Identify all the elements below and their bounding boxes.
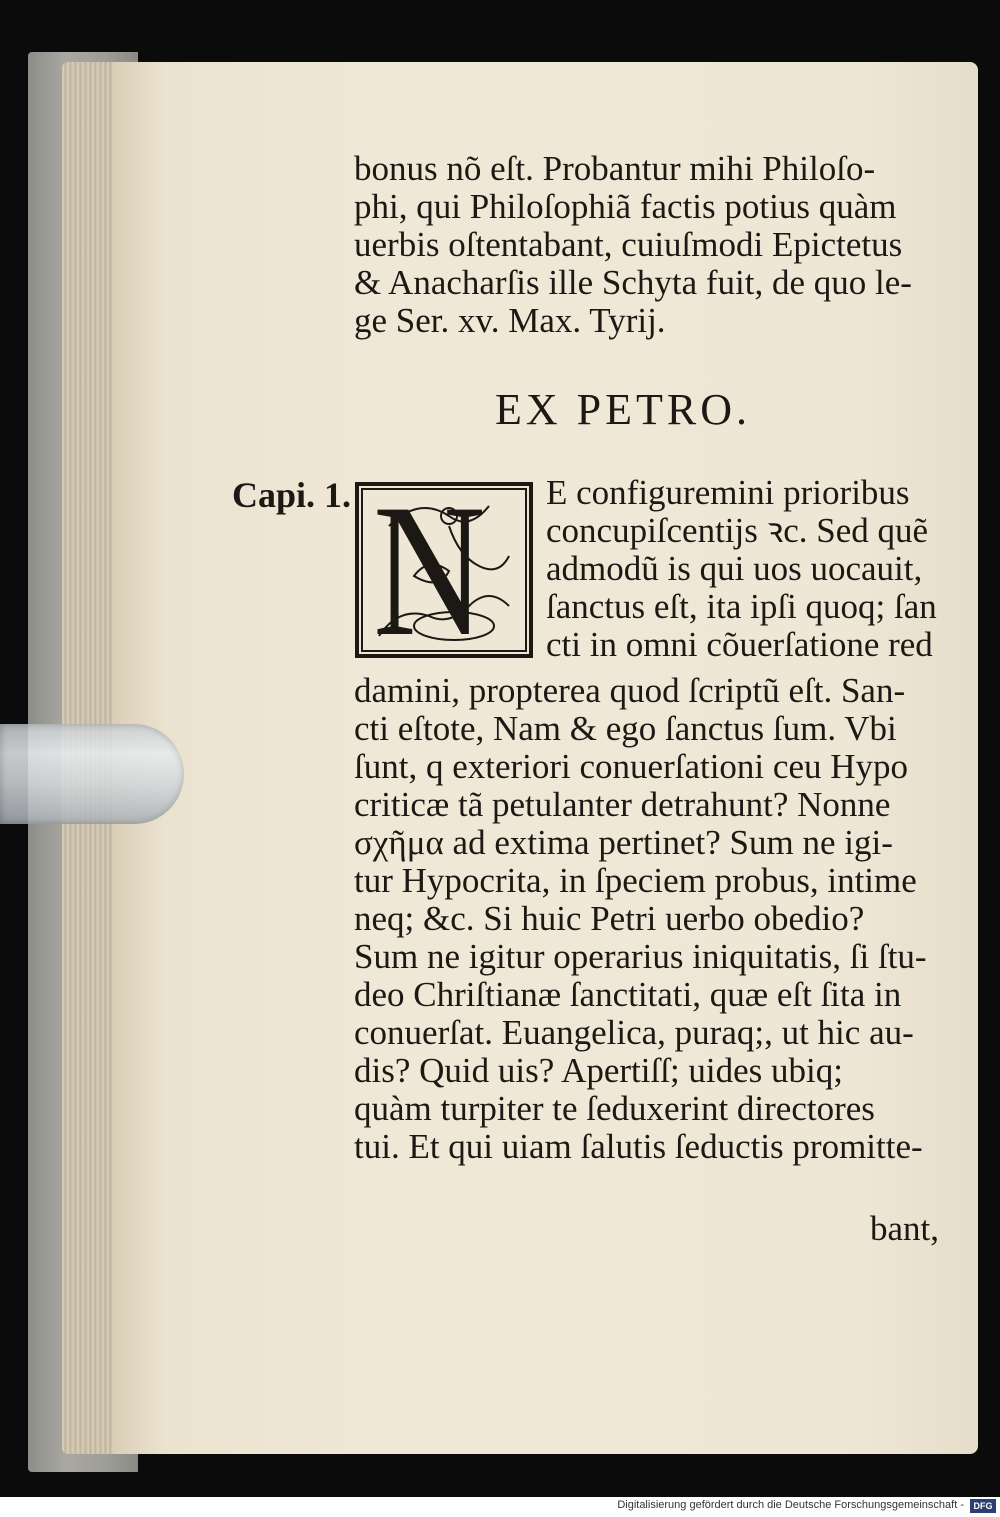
text-line: σχῆμα ad extima pertinet? Sum ne igi- bbox=[354, 823, 893, 862]
footer-credit: Digitalisierung gefördert durch die Deutsche Forschungsgemeinschaft - bbox=[617, 1499, 964, 1511]
text-line: E configuremini prioribus bbox=[546, 473, 910, 512]
text-line: bonus nõ eſt. Probantur mihi Philoſo- bbox=[354, 149, 876, 188]
text-line: concupiſcentijs ꝛc. Sed quẽ bbox=[546, 511, 929, 550]
text-line: cti in omni cõuerſatione red bbox=[546, 625, 933, 664]
text-line: cti eſtote, Nam & ego ſanctus ſum. Vbi bbox=[354, 709, 897, 748]
footer-bar bbox=[0, 1497, 1000, 1517]
text-line: ge Ser. xv. Max. Tyrij. bbox=[354, 301, 666, 340]
initial-letter: N bbox=[373, 466, 486, 676]
text-line: tui. Et qui uiam ſalutis ſeductis promitte- bbox=[354, 1127, 923, 1166]
catchword: bant, bbox=[870, 1209, 940, 1248]
text-line: quàm turpiter te ſeduxerint directores bbox=[354, 1089, 875, 1128]
chapter-label: Capi. 1. bbox=[232, 475, 352, 515]
text-line: damini, propterea quod ſcriptũ eſt. San- bbox=[354, 671, 906, 710]
text-line: tur Hypocrita, in ſpeciem probus, intime bbox=[354, 861, 917, 900]
text-line: uerbis oſtentabant, cuiuſmodi Epictetus bbox=[354, 225, 903, 264]
text-line: Sum ne igitur operarius iniquitatis, ſi ſtu- bbox=[354, 937, 927, 976]
text-line: phi, qui Philoſophiã factis potius quàm bbox=[354, 187, 897, 226]
text-line: ſunt, q exteriori conuerſationi ceu Hypo bbox=[354, 747, 909, 786]
glass-clip bbox=[0, 724, 184, 824]
text-line: deo Chriſtianæ ſanctitati, quæ eſt ſita in bbox=[354, 975, 902, 1014]
text-line: & Anacharſis ille Schyta fuit, de quo le- bbox=[354, 263, 912, 302]
decorated-initial bbox=[355, 466, 533, 676]
text-line: conuerſat. Euangelica, puraq;, ut hic au- bbox=[354, 1013, 914, 1052]
text-line: criticæ tã petulanter detrahunt? Nonne bbox=[354, 785, 891, 824]
text-line: ſanctus eſt, ita ipſi quoq; ſan bbox=[546, 587, 937, 626]
text-line: neq; &c. Si huic Petri uerbo obedio? bbox=[354, 899, 865, 938]
text-line: admodũ is qui uos uocauit, bbox=[546, 549, 923, 588]
text-line: dis? Quid uis? Apertiſſ; uides ubiq; bbox=[354, 1051, 843, 1090]
section-heading: EX PETRO. bbox=[495, 385, 751, 434]
dfg-logo: DFG bbox=[970, 1499, 996, 1513]
